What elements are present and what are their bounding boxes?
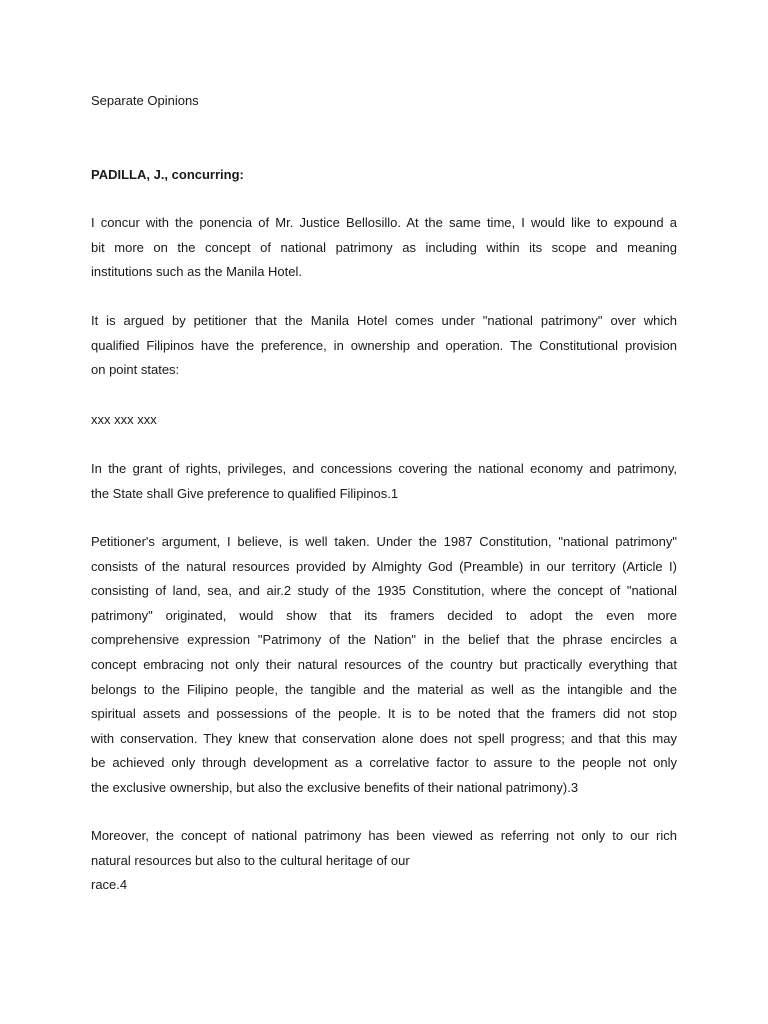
paragraph-6 — [91, 824, 677, 898]
paragraph-1 — [91, 211, 677, 285]
text-line: comprehensive expression "Patrimony of the Nation" in the belief that the phrase encircles a — [91, 632, 677, 648]
text-line: be achieved only through development as a correlative factor to assure to the people not only — [91, 755, 677, 771]
opinion-title: PADILLA, J., concurring: — [91, 167, 244, 182]
text-line: xxx xxx xxx — [91, 412, 157, 427]
text-line: In the grant of rights, privileges, and concessions covering the national economy and patrimony, — [91, 461, 677, 476]
text-line: with conservation. They knew that conservation alone does not spell progress; and that this may — [91, 730, 677, 746]
text-line: qualified Filipinos have the preference, in ownership and operation. The Constitutional provision — [91, 337, 677, 353]
document-type-heading: Separate Opinions — [91, 93, 199, 108]
text-line: I concur with the ponencia of Mr. Justice Bellosillo. At the same time, I would like to expound a — [91, 215, 677, 230]
text-line: consists of the natural resources provided by Almighty God (Preamble) in our territory (Article I) — [91, 558, 677, 574]
paragraph-3 — [91, 408, 677, 433]
text-line: It is argued by petitioner that the Manila Hotel comes under "national patrimony" over which — [91, 313, 677, 328]
text-line: institutions such as the Manila Hotel. — [91, 264, 302, 280]
text-line: spiritual assets and possessions of the people. It is to be noted that the framers did not stop — [91, 706, 677, 722]
text-line: concept embracing not only their natural resources of the country but practically everything that — [91, 656, 677, 672]
text-line: on point states: — [91, 362, 180, 378]
text-line: the State shall Give preference to qualified Filipinos.1 — [91, 485, 399, 501]
paragraph-2 — [91, 309, 677, 383]
text-line: Petitioner's argument, I believe, is well taken. Under the 1987 Constitution, "national patrimony" — [91, 534, 677, 549]
text-line: natural resources but also to the cultural heritage of our — [91, 852, 410, 868]
text-line: belongs to the Filipino people, the tangible and the material as well as the intangible and the — [91, 681, 677, 697]
text-line: race.4 — [91, 877, 128, 893]
text-line: Moreover, the concept of national patrimony has been viewed as referring not only to our rich — [91, 828, 677, 843]
text-line: consisting of land, sea, and air.2 study of the 1935 Constitution, where the concept of "national — [91, 583, 677, 599]
text-line: the exclusive ownership, but also the exclusive benefits of their national patrimony).3 — [91, 779, 579, 795]
text-line: bit more on the concept of national patrimony as including within its scope and meaning — [91, 239, 677, 255]
text-line: patrimony" originated, would show that its framers decided to adopt the even more — [91, 607, 677, 623]
paragraph-5 — [91, 530, 677, 801]
paragraph-4 — [91, 457, 677, 506]
